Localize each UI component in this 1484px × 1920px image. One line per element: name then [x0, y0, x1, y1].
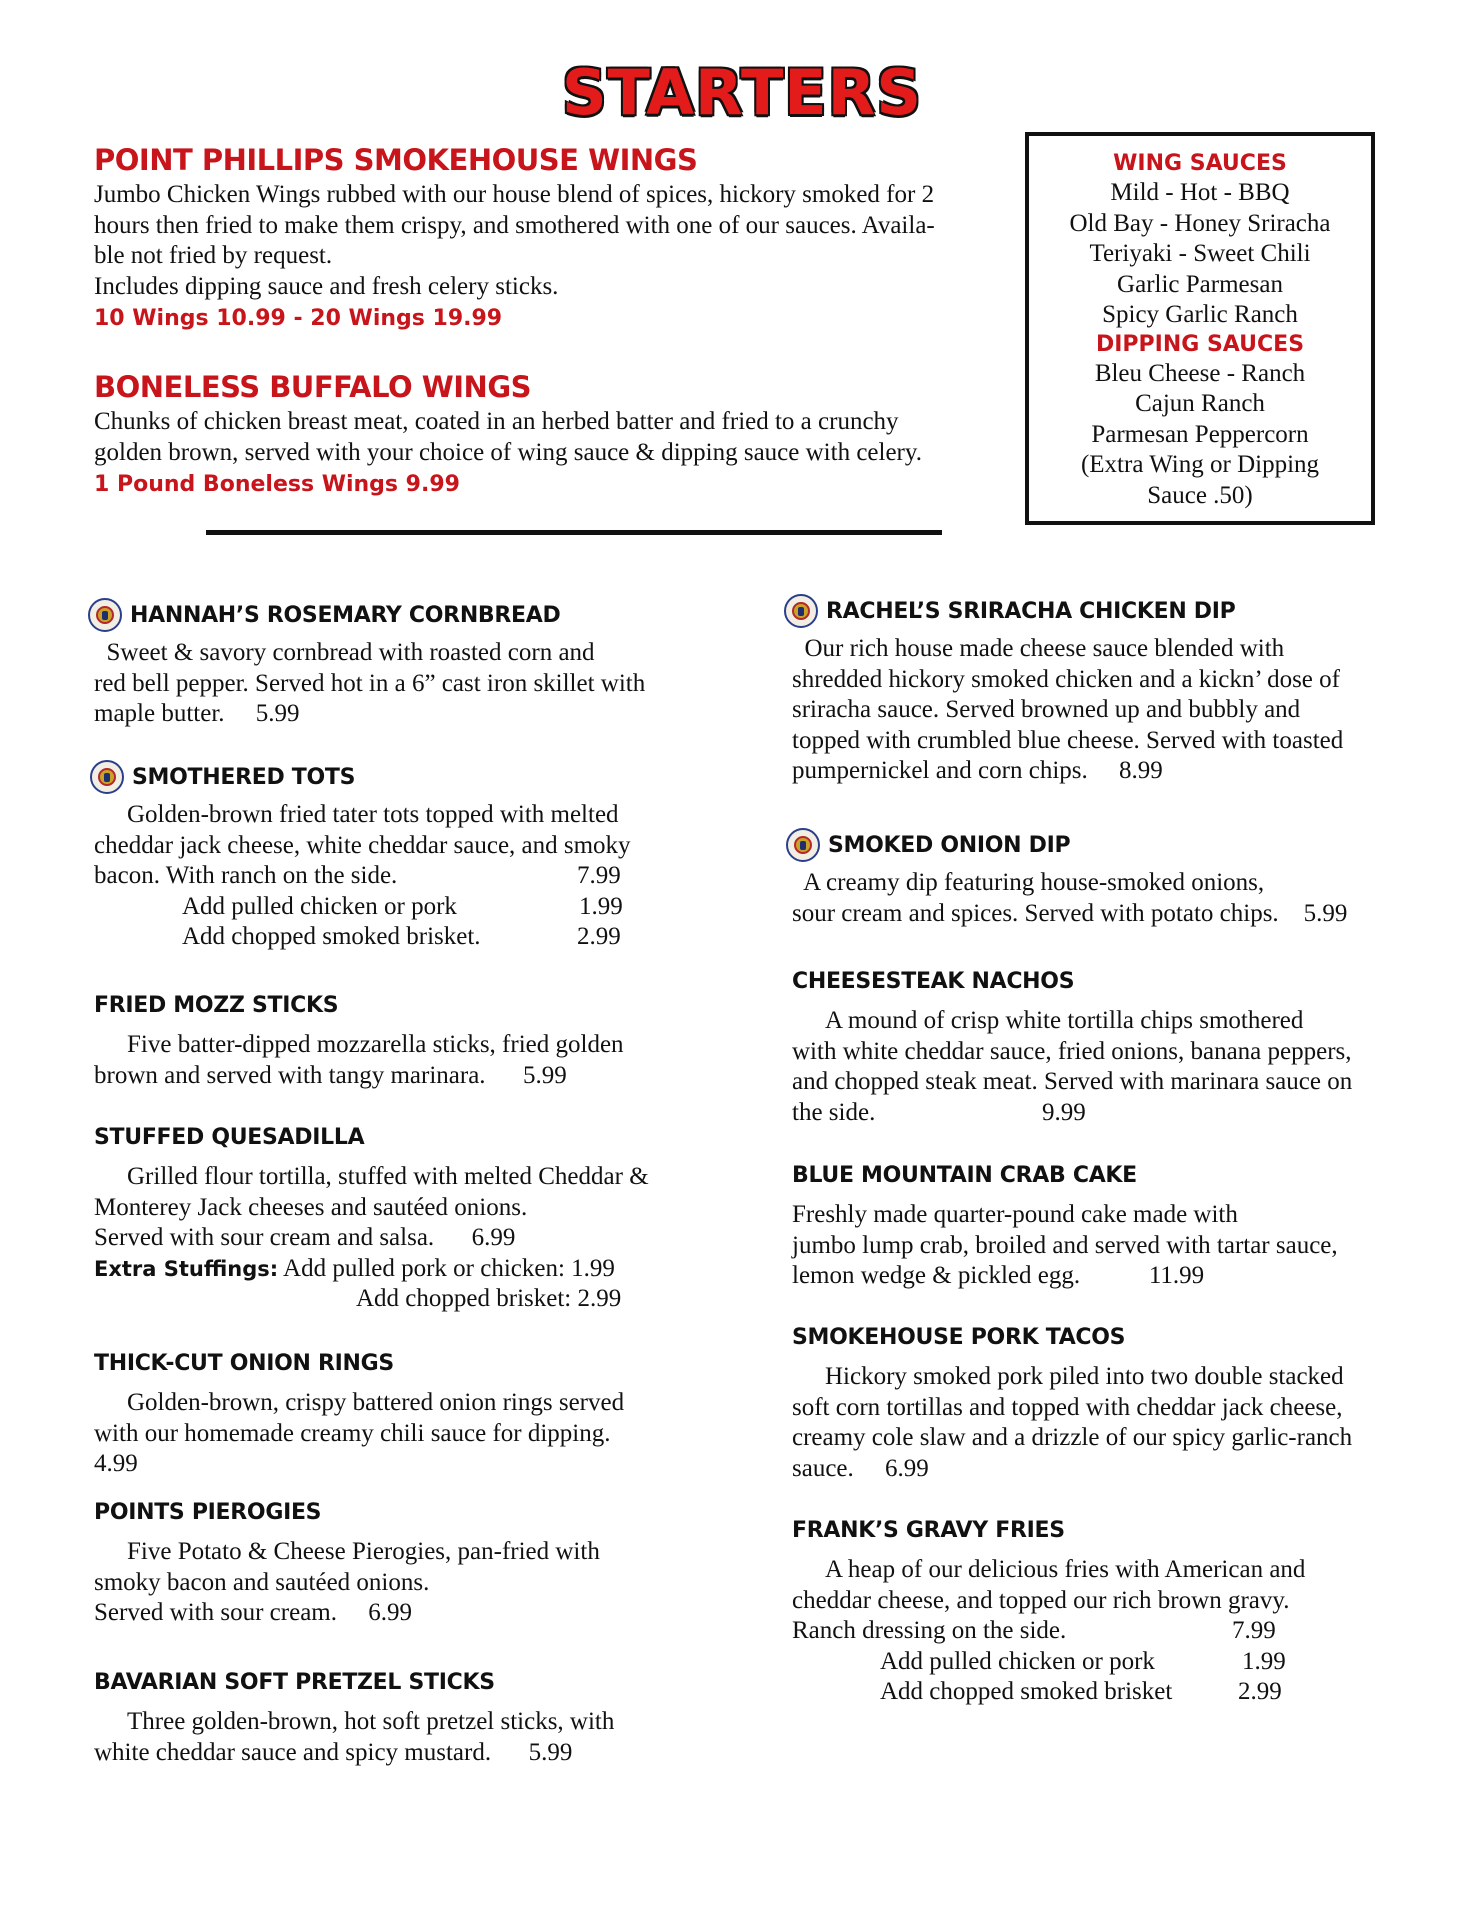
item-name: FRIED MOZZ STICKS — [94, 992, 339, 1018]
menu-item-gravy-fries — [792, 1515, 1412, 1708]
item-description: Grilled flour tortilla, stuffed with melted Cheddar & Monterey Jack cheeses and sautéed onions. Served with sour cream and salsa. 6.99 Extra Stuffings: Add pulled pork or chicken: 1.99 Add chopped brisket: 2.99 — [94, 1163, 649, 1312]
menu-item-smothered-tots — [90, 762, 730, 953]
boneless-wings-heading: BONELESS BUFFALO WINGS — [94, 370, 532, 404]
smokehouse-wings-description: Jumbo Chicken Wings rubbed with our house blend of spices, hickory smoked for 2 hours then fried to make them crispy, and smothered with one of our sauces. Availa- ble not fried by request. Includes dipping sauce and fresh celery sticks. — [94, 181, 935, 300]
sauce-box — [1025, 132, 1375, 525]
menu-item-cheesesteak-nachos — [792, 966, 1412, 1128]
wing-sauce-line: Spicy Garlic Ranch — [1102, 301, 1298, 328]
item-description: A mound of crisp white tortilla chips smothered with white cheddar sauce, fried onions, banana peppers, and chopped steak meat. Served with marinara sauce on the side. 9.99 — [792, 1007, 1353, 1126]
item-description: A heap of our delicious fries with American and cheddar cheese, and topped our rich brown gravy. Ranch dressing on the side. 7.99 Add pulled chicken or pork 1.99 Add chopped smoked brisket 2.99 — [792, 1556, 1306, 1705]
item-description: Freshly made quarter-pound cake made with jumbo lump crab, broiled and served with tartar sauce, lemon wedge & pickled egg. 11.99 — [792, 1201, 1338, 1289]
item-description: Five Potato & Cheese Pierogies, pan-fried with smoky bacon and sautéed onions. Served with sour cream. 6.99 — [94, 1538, 600, 1626]
item-name: BAVARIAN SOFT PRETZEL STICKS — [94, 1669, 495, 1695]
item-description: Golden-brown, crispy battered onion rings served with our homemade creamy chili sauce for dipping. 4.99 — [94, 1389, 625, 1477]
menu-item-cornbread — [88, 600, 728, 730]
item-name: POINTS PIEROGIES — [94, 1499, 322, 1525]
dipping-sauce-line: Cajun Ranch — [1135, 390, 1265, 417]
menu-item-pretzel-sticks — [94, 1667, 734, 1768]
wing-sauce-line: Old Bay - Honey Sriracha — [1069, 209, 1331, 237]
wing-sauce-line: Garlic Parmesan — [1117, 270, 1283, 298]
boneless-wings-price: 1 Pound Boneless Wings 9.99 — [94, 472, 460, 497]
house-specialty-badge-icon — [784, 594, 818, 628]
item-name: SMOKED ONION DIP — [828, 832, 1071, 858]
house-specialty-badge-icon — [786, 828, 820, 862]
item-name: RACHEL’S SRIRACHA CHICKEN DIP — [826, 598, 1236, 624]
menu-item-smoked-onion-dip — [786, 830, 1406, 929]
section-divider — [206, 530, 942, 535]
item-name: FRANK’S GRAVY FRIES — [792, 1517, 1065, 1543]
wing-sauces-heading: WING SAUCES — [1113, 151, 1287, 176]
menu-item-pork-tacos — [792, 1322, 1412, 1484]
menu-item-quesadilla — [94, 1122, 754, 1315]
item-name: THICK-CUT ONION RINGS — [94, 1350, 394, 1376]
item-description: Hickory smoked pork piled into two double stacked soft corn tortillas and topped with cheddar jack cheese, creamy cole slaw and a drizzle of our spicy garlic-ranch sauce. 6.99 — [792, 1363, 1353, 1482]
menu-item-mozz-sticks — [94, 990, 734, 1091]
item-name: HANNAH’S ROSEMARY CORNBREAD — [130, 602, 561, 628]
item-description: Three golden-brown, hot soft pretzel sticks, with white cheddar sauce and spicy mustard. 5.99 — [94, 1708, 615, 1766]
item-name: CHEESESTEAK NACHOS — [792, 968, 1075, 994]
dipping-sauce-line: Bleu Cheese - Ranch — [1094, 359, 1306, 387]
menu-item-sriracha-chicken-dip — [784, 596, 1404, 787]
menu-item-onion-rings — [94, 1348, 734, 1480]
item-description: Our rich house made cheese sauce blended with shredded hickory smoked chicken and a kickn’ dose of sriracha sauce. Served browned up and bubbly and topped with crumbled blue cheese. Served with toasted pumpernickel and corn chips. 8.99 — [792, 635, 1344, 784]
item-name: STUFFED QUESADILLA — [94, 1124, 365, 1150]
item-description: A creamy dip featuring house-smoked onions, sour cream and spices. Served with potato chips. 5.99 — [792, 869, 1348, 927]
dipping-sauce-line: (Extra Wing or Dipping — [1080, 451, 1320, 478]
item-name: SMOTHERED TOTS — [132, 764, 356, 790]
menu-item-pierogies — [94, 1497, 734, 1629]
boneless-wings-description: Chunks of chicken breast meat, coated in an herbed batter and fried to a crunchy golden brown, served with your choice of wing sauce & dipping sauce with celery. — [94, 408, 923, 466]
house-specialty-badge-icon — [88, 598, 122, 632]
item-description: Five batter-dipped mozzarella sticks, fried golden brown and served with tangy marinara. 5.99 — [94, 1031, 624, 1089]
item-description: Sweet & savory cornbread with roasted corn and red bell pepper. Served hot in a 6” cast iron skillet with maple butter. 5.99 — [94, 639, 646, 727]
smokehouse-wings-price: 10 Wings 10.99 - 20 Wings 19.99 — [94, 306, 503, 331]
house-specialty-badge-icon — [90, 760, 124, 794]
item-description: Golden-brown fried tater tots topped with melted cheddar jack cheese, white cheddar sauce, and smoky bacon. With ranch on the side. 7.99 Add pulled chicken or pork 1.99 Add chopped smoked brisket. 2.99 — [94, 801, 631, 950]
menu-item-crab-cake — [792, 1160, 1412, 1292]
page-title: STARTERS — [561, 56, 923, 129]
extra-stuffings-label: Extra Stuffings: — [94, 1256, 279, 1281]
item-name: SMOKEHOUSE PORK TACOS — [792, 1324, 1126, 1350]
wing-sauce-line: Mild - Hot - BBQ — [1110, 179, 1290, 206]
dipping-sauces-heading: DIPPING SAUCES — [1095, 331, 1305, 357]
wing-sauce-line: Teriyaki - Sweet Chili — [1089, 240, 1311, 267]
item-name: BLUE MOUNTAIN CRAB CAKE — [792, 1162, 1137, 1188]
smokehouse-wings-heading: POINT PHILLIPS SMOKEHOUSE WINGS — [94, 143, 698, 177]
dipping-sauce-line: Sauce .50) — [1147, 481, 1253, 509]
dipping-sauce-line: Parmesan Peppercorn — [1091, 420, 1309, 448]
